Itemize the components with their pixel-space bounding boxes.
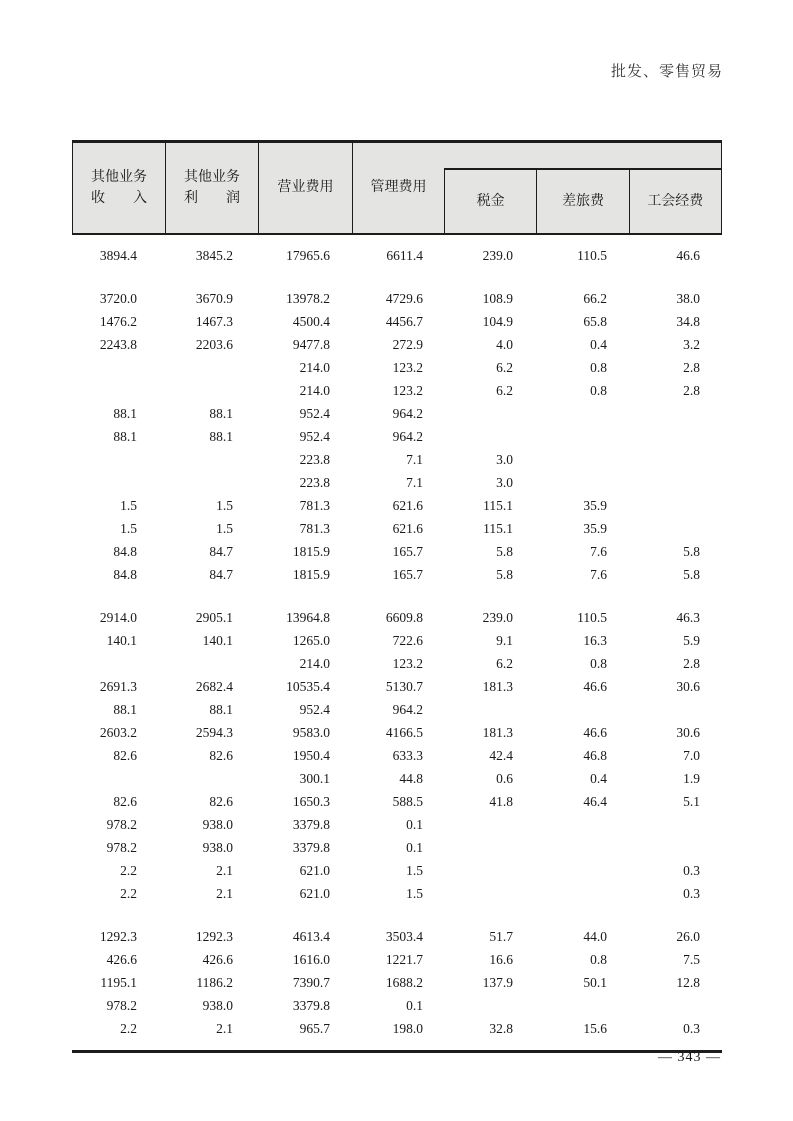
table-cell: 4500.4	[292, 314, 330, 329]
table-row	[72, 994, 722, 1017]
table-row	[72, 1017, 722, 1040]
table-cell: 35.9	[583, 498, 607, 513]
table-row	[72, 402, 722, 425]
table-cell: 0.4	[590, 771, 607, 786]
table-cell: 115.1	[483, 521, 513, 536]
table-cell: 1195.1	[100, 975, 137, 990]
table-cell: 34.8	[676, 314, 700, 329]
table-row	[72, 744, 722, 767]
table-row	[72, 971, 722, 994]
table-cell: 88.1	[113, 429, 137, 444]
table-cell: 621.6	[392, 498, 423, 513]
table-cell: 4.0	[496, 337, 513, 352]
table-cell: 1265.0	[292, 633, 330, 648]
table-cell: 2.1	[216, 886, 233, 901]
table-cell	[72, 356, 165, 379]
table-cell: 5.8	[683, 567, 700, 582]
running-head: 批发、零售贸易	[610, 64, 723, 80]
table-cell: 3.2	[683, 337, 700, 352]
table-cell: 2603.2	[99, 725, 137, 740]
table-cell	[443, 425, 535, 448]
table-cell	[535, 994, 628, 1017]
page-number: — 343 —	[658, 1050, 721, 1065]
table-row	[72, 287, 722, 310]
table-cell: 952.4	[299, 406, 330, 421]
table-cell: 0.3	[683, 863, 700, 878]
table-cell	[165, 767, 258, 790]
table-cell: 88.1	[209, 429, 233, 444]
table-cell: 7.5	[683, 952, 700, 967]
table-cell: 123.2	[392, 383, 423, 398]
table-cell: 426.6	[106, 952, 137, 967]
table-cell: 1.5	[216, 521, 233, 536]
column-header-line1: 其他业务	[91, 169, 147, 185]
table-cell: 4729.6	[385, 291, 423, 306]
column-header-operating-expenses: 营业费用	[259, 143, 353, 233]
table-cell: 952.4	[299, 429, 330, 444]
table-cell: 12.8	[676, 975, 700, 990]
table-row	[72, 698, 722, 721]
table-cell: 964.2	[392, 702, 423, 717]
table-cell: 2905.1	[195, 610, 233, 625]
table-cell: 5.8	[683, 544, 700, 559]
table-cell: 13978.2	[286, 291, 330, 306]
table-cell: 3720.0	[99, 291, 137, 306]
table-cell: 3.0	[496, 452, 513, 467]
table-cell	[72, 652, 165, 675]
table-cell: 88.1	[209, 406, 233, 421]
table-cell: 1950.4	[292, 748, 330, 763]
table-cell: 0.1	[406, 817, 423, 832]
table-cell: 964.2	[392, 429, 423, 444]
table-row	[72, 882, 722, 905]
table-cell: 2914.0	[99, 610, 137, 625]
table-cell: 46.3	[676, 610, 700, 625]
table-cell: 621.0	[299, 886, 330, 901]
table-cell: 1186.2	[196, 975, 233, 990]
table-cell: 6611.4	[386, 248, 423, 263]
column-header-line1: 其他业务	[184, 169, 240, 185]
table-cell: 44.8	[399, 771, 423, 786]
table-cell: 0.8	[590, 383, 607, 398]
table-cell: 2243.8	[99, 337, 137, 352]
table-cell: 2.2	[120, 863, 137, 878]
table-cell: 1.5	[120, 521, 137, 536]
table-cell: 46.6	[583, 725, 607, 740]
column-header-line2: 收 入	[91, 190, 147, 206]
table-cell: 781.3	[299, 521, 330, 536]
table-cell: 30.6	[676, 679, 700, 694]
table-cell	[628, 471, 722, 494]
table-cell: 165.7	[392, 544, 423, 559]
table-cell: 1815.9	[292, 567, 330, 582]
table-cell	[72, 379, 165, 402]
table-row	[72, 675, 722, 698]
table-cell: 426.6	[202, 952, 233, 967]
table-cell: 1650.3	[292, 794, 330, 809]
table-cell: 2203.6	[195, 337, 233, 352]
table-cell: 123.2	[392, 360, 423, 375]
table-row	[72, 836, 722, 859]
table-cell: 0.3	[683, 1021, 700, 1036]
table-cell: 46.4	[583, 794, 607, 809]
table-cell: 5130.7	[385, 679, 423, 694]
table-cell: 42.4	[489, 748, 513, 763]
table-cell	[628, 425, 722, 448]
table-cell: 7.0	[683, 748, 700, 763]
table-cell: 2682.4	[195, 679, 233, 694]
table-cell: 46.6	[583, 679, 607, 694]
column-header-other-business-profit	[166, 143, 259, 233]
table-cell	[443, 859, 535, 882]
table-cell	[443, 882, 535, 905]
table-cell	[72, 471, 165, 494]
table-row	[72, 721, 722, 744]
table-cell: 9583.0	[292, 725, 330, 740]
table-row	[72, 813, 722, 836]
table-cell: 2594.3	[195, 725, 233, 740]
table-cell	[165, 652, 258, 675]
table-row	[72, 494, 722, 517]
table-cell: 3845.2	[195, 248, 233, 263]
table-row	[72, 379, 722, 402]
column-header-travel-expenses: 差旅费	[536, 170, 628, 233]
table-cell: 3894.4	[99, 248, 137, 263]
table-row	[72, 517, 722, 540]
table-cell	[628, 698, 722, 721]
table-cell: 223.8	[299, 452, 330, 467]
table-cell: 239.0	[482, 248, 513, 263]
table-row	[72, 925, 722, 948]
table-cell	[535, 402, 628, 425]
table-row	[72, 471, 722, 494]
table-cell: 2691.3	[99, 679, 137, 694]
table-cell: 84.8	[113, 567, 137, 582]
table-cell: 7.6	[590, 544, 607, 559]
table-cell	[535, 813, 628, 836]
table-cell: 5.9	[683, 633, 700, 648]
table-row	[72, 563, 722, 586]
table-cell: 82.6	[209, 794, 233, 809]
table-row	[72, 448, 722, 471]
table-cell: 84.7	[209, 567, 233, 582]
table-cell: 938.0	[202, 840, 233, 855]
table-cell: 272.9	[392, 337, 423, 352]
table-row	[72, 629, 722, 652]
table-cell: 978.2	[106, 998, 137, 1013]
table-cell: 0.8	[590, 952, 607, 967]
table-cell: 17965.6	[286, 248, 330, 263]
table-cell: 140.1	[106, 633, 137, 648]
table-cell: 223.8	[299, 475, 330, 490]
table-cell: 137.9	[482, 975, 513, 990]
table-cell: 4613.4	[292, 929, 330, 944]
table-cell: 978.2	[106, 817, 137, 832]
table-cell	[443, 836, 535, 859]
sub-header-group	[444, 168, 721, 233]
table-cell: 165.7	[392, 567, 423, 582]
table-cell	[628, 994, 722, 1017]
table-cell: 110.5	[577, 248, 607, 263]
table-cell: 0.1	[406, 998, 423, 1013]
column-header-management-expenses: 管理费用	[370, 180, 427, 195]
table-cell	[443, 994, 535, 1017]
table-cell: 88.1	[113, 406, 137, 421]
table-cell	[443, 813, 535, 836]
table-cell: 5.8	[496, 567, 513, 582]
table-cell: 35.9	[583, 521, 607, 536]
table-cell: 30.6	[676, 725, 700, 740]
table-cell: 50.1	[583, 975, 607, 990]
table-cell: 84.7	[209, 544, 233, 559]
table-cell: 15.6	[583, 1021, 607, 1036]
table-cell: 0.8	[590, 360, 607, 375]
table-cell: 115.1	[483, 498, 513, 513]
table-cell: 7390.7	[292, 975, 330, 990]
table-cell: 82.6	[113, 794, 137, 809]
table-cell: 3379.8	[292, 998, 330, 1013]
table-cell: 1.5	[406, 886, 423, 901]
table-cell	[165, 356, 258, 379]
column-header-union-funds: 工会经费	[629, 170, 721, 233]
table-cell: 181.3	[482, 725, 513, 740]
table-cell: 1616.0	[292, 952, 330, 967]
table-cell	[443, 698, 535, 721]
table-cell: 6.2	[496, 656, 513, 671]
table-cell: 1.5	[406, 863, 423, 878]
table-cell: 1.9	[683, 771, 700, 786]
table-cell: 104.9	[482, 314, 513, 329]
table-header	[72, 140, 722, 235]
table-cell: 2.1	[216, 863, 233, 878]
table-cell: 2.2	[120, 1021, 137, 1036]
table-cell: 938.0	[202, 998, 233, 1013]
table-cell: 9.1	[496, 633, 513, 648]
table-cell: 16.6	[489, 952, 513, 967]
table-cell: 198.0	[392, 1021, 423, 1036]
table-cell	[535, 698, 628, 721]
table-cell: 2.1	[216, 1021, 233, 1036]
table-cell	[443, 402, 535, 425]
table-cell: 140.1	[202, 633, 233, 648]
table-cell: 239.0	[482, 610, 513, 625]
table-cell: 965.7	[299, 1021, 330, 1036]
table-cell: 6.2	[496, 360, 513, 375]
table-cell: 1221.7	[385, 952, 423, 967]
table-cell: 2.8	[683, 360, 700, 375]
table-cell: 84.8	[113, 544, 137, 559]
table-cell: 1688.2	[385, 975, 423, 990]
table-row	[72, 767, 722, 790]
table-cell: 123.2	[392, 656, 423, 671]
table-cell: 214.0	[299, 656, 330, 671]
table-cell	[628, 836, 722, 859]
table-cell: 66.2	[583, 291, 607, 306]
table-row	[72, 859, 722, 882]
table-cell	[72, 767, 165, 790]
table-cell: 32.8	[489, 1021, 513, 1036]
table-cell: 3670.9	[195, 291, 233, 306]
table-cell: 181.3	[482, 679, 513, 694]
table-cell: 46.8	[583, 748, 607, 763]
table-cell: 82.6	[209, 748, 233, 763]
table-cell	[165, 471, 258, 494]
table-cell: 633.3	[392, 748, 423, 763]
table-cell: 6609.8	[385, 610, 423, 625]
column-header-taxes: 税金	[476, 193, 505, 209]
table-cell: 65.8	[583, 314, 607, 329]
table-cell	[628, 494, 722, 517]
table-cell: 2.2	[120, 886, 137, 901]
table-cell: 1815.9	[292, 544, 330, 559]
table-cell	[628, 813, 722, 836]
table-row	[72, 333, 722, 356]
table-cell: 214.0	[299, 360, 330, 375]
table-cell: 9477.8	[292, 337, 330, 352]
table-cell: 1.5	[216, 498, 233, 513]
table-cell: 7.1	[406, 475, 423, 490]
table-cell: 4456.7	[385, 314, 423, 329]
table-cell	[535, 882, 628, 905]
table-cell: 621.6	[392, 521, 423, 536]
table-cell: 13964.8	[286, 610, 330, 625]
table-cell	[628, 402, 722, 425]
table-cell: 51.7	[489, 929, 513, 944]
table-cell: 952.4	[299, 702, 330, 717]
table-cell	[535, 448, 628, 471]
table-row	[72, 425, 722, 448]
table-cell: 1292.3	[195, 929, 233, 944]
table-cell: 3379.8	[292, 840, 330, 855]
table-cell: 938.0	[202, 817, 233, 832]
table-cell: 6.2	[496, 383, 513, 398]
table-cell: 2.8	[683, 656, 700, 671]
table-row	[72, 606, 722, 629]
table-cell	[535, 425, 628, 448]
table-cell: 38.0	[676, 291, 700, 306]
table-cell: 0.6	[496, 771, 513, 786]
table-cell: 88.1	[113, 702, 137, 717]
table-row	[72, 356, 722, 379]
table-cell: 1.5	[120, 498, 137, 513]
table-cell: 2.8	[683, 383, 700, 398]
table-cell: 3503.4	[385, 929, 423, 944]
table-row	[72, 244, 722, 267]
table-cell: 5.1	[683, 794, 700, 809]
table-cell: 1476.2	[99, 314, 137, 329]
table-cell: 0.8	[590, 656, 607, 671]
table-cell: 108.9	[482, 291, 513, 306]
table-cell: 3379.8	[292, 817, 330, 832]
table-cell	[165, 379, 258, 402]
table-body	[72, 235, 722, 1053]
table-row	[72, 310, 722, 333]
table-cell: 300.1	[299, 771, 330, 786]
table-cell: 41.8	[489, 794, 513, 809]
table-cell: 82.6	[113, 748, 137, 763]
table-cell: 214.0	[299, 383, 330, 398]
column-header-line2: 利 润	[184, 190, 240, 206]
table-cell: 588.5	[392, 794, 423, 809]
table-cell: 10535.4	[286, 679, 330, 694]
table-cell: 110.5	[577, 610, 607, 625]
table-cell: 722.6	[392, 633, 423, 648]
table-cell: 46.6	[676, 248, 700, 263]
table-cell: 44.0	[583, 929, 607, 944]
table-cell	[535, 859, 628, 882]
table-cell: 0.1	[406, 840, 423, 855]
table-cell: 978.2	[106, 840, 137, 855]
table-cell: 7.6	[590, 567, 607, 582]
table-cell: 7.1	[406, 452, 423, 467]
table-cell	[535, 836, 628, 859]
table-row	[72, 540, 722, 563]
table-cell	[628, 448, 722, 471]
table-cell: 26.0	[676, 929, 700, 944]
table-cell: 88.1	[209, 702, 233, 717]
table-cell: 4166.5	[385, 725, 423, 740]
table-cell: 1467.3	[195, 314, 233, 329]
table-cell: 5.8	[496, 544, 513, 559]
table-cell	[628, 517, 722, 540]
table-cell: 1292.3	[99, 929, 137, 944]
table-cell: 0.3	[683, 886, 700, 901]
column-header-other-business-income	[73, 143, 166, 233]
table-cell: 781.3	[299, 498, 330, 513]
table-cell: 16.3	[583, 633, 607, 648]
table-cell: 0.4	[590, 337, 607, 352]
table-cell: 621.0	[299, 863, 330, 878]
table-row	[72, 948, 722, 971]
table-row	[72, 790, 722, 813]
table-cell: 3.0	[496, 475, 513, 490]
table-cell	[535, 471, 628, 494]
table-cell	[165, 448, 258, 471]
table-cell: 964.2	[392, 406, 423, 421]
table-cell	[72, 448, 165, 471]
table-row	[72, 652, 722, 675]
